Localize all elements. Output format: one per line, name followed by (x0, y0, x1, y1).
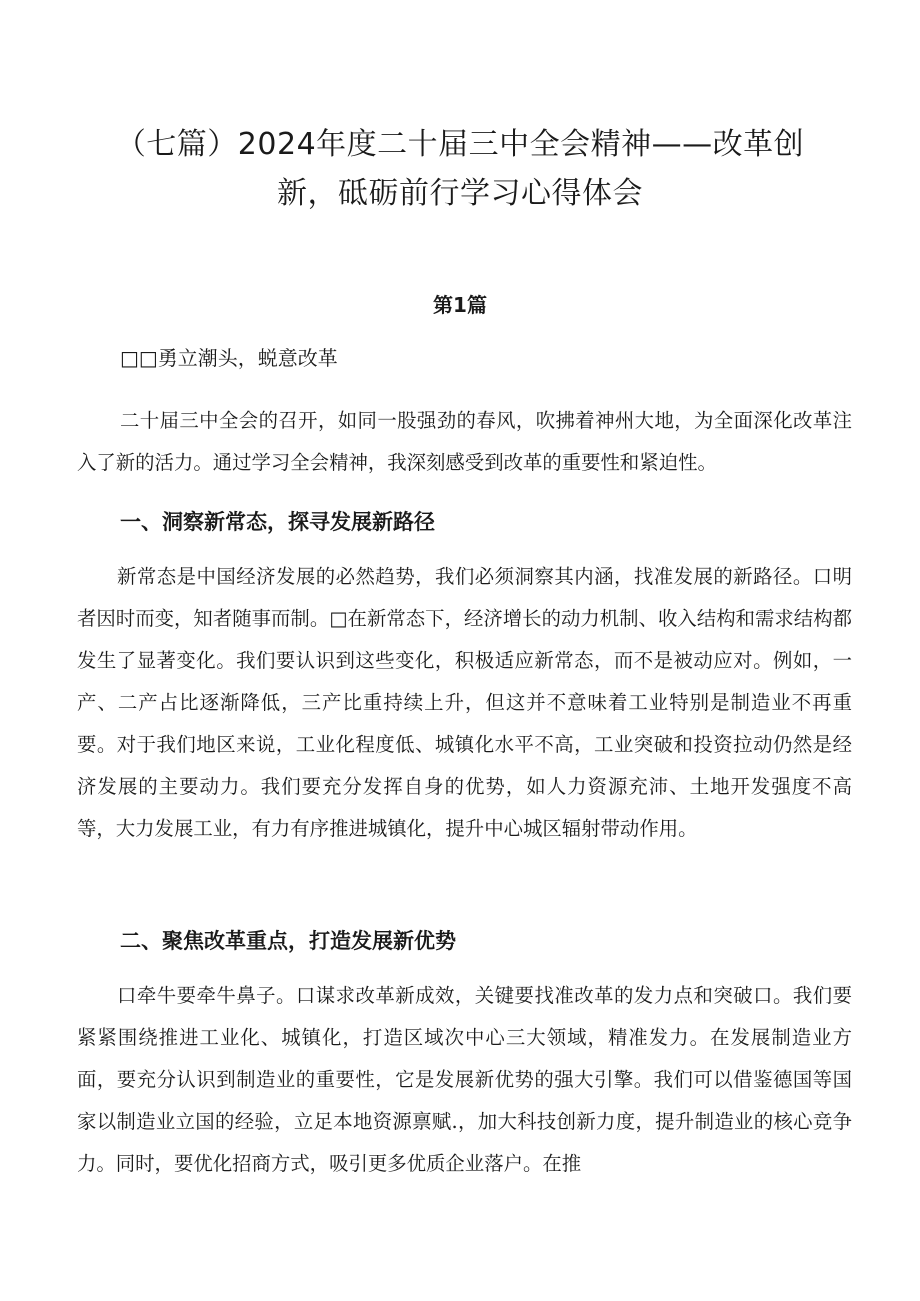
intro-paragraph: 二十届三中全会的召开，如同一股强劲的春风，吹拂着神州大地，为全面深化改革注入了新的活力。通过学习全会精神，我深刻感受到改革的重要性和紧迫性。 (77, 409, 852, 474)
paragraph-two: 口牵牛要牵牛鼻子。口谋求改革新成效，关键要找准改革的发力点和突破口。我们要紧紧围绕推进工业化、城镇化，打造区域次中心三大领域，精准发力。在发展制造业方面，要充分认识到制造业的重要性，它是发展新优势的强大引擎。我们可以借鉴德国等国家以制造业立国的经验，立足本地资源禀赋.，加大科技创新力度，提升制造业的核心竞争力。同时，要优化招商方式，吸引更多优质企业落户。在推 (77, 984, 852, 1175)
article-subtitle: □□勇立潮头，蜕意改革 (120, 346, 338, 370)
heading-one: 一、洞察新常态，探寻发展新路径 (120, 510, 435, 534)
document-title-line1: （七篇）2024年度二十届三中全会精神——改革创 (115, 127, 805, 162)
section-heading: 第1篇 (433, 293, 487, 317)
document-title-line2: 新，砥砺前行学习心得体会 (277, 176, 643, 211)
paragraph-one: 新常态是中国经济发展的必然趋势，我们必须洞察其内涵，找准发展的新路径。口明者因时而变，知者随事而制。□在新常态下，经济增长的动力机制、收入结构和需求结构都发生了显著变化。我们要认识到这些变化，积极适应新常态，而不是被动应对。例如，一产、二产占比逐渐降低，三产比重持续上升，但这并不意味着工业特别是制造业不再重要。对于我们地区来说，工业化程度低、城镇化水平不高，工业突破和投资拉动仍然是经济发展的主要动力。我们要充分发挥自身的优势，如人力资源充沛、土地开发强度不高等，大力发展工业，有力有序推进城镇化，提升中心城区辐射带动作用。 (77, 565, 852, 840)
heading-two: 二、聚焦改革重点，打造发展新优势 (120, 929, 456, 953)
